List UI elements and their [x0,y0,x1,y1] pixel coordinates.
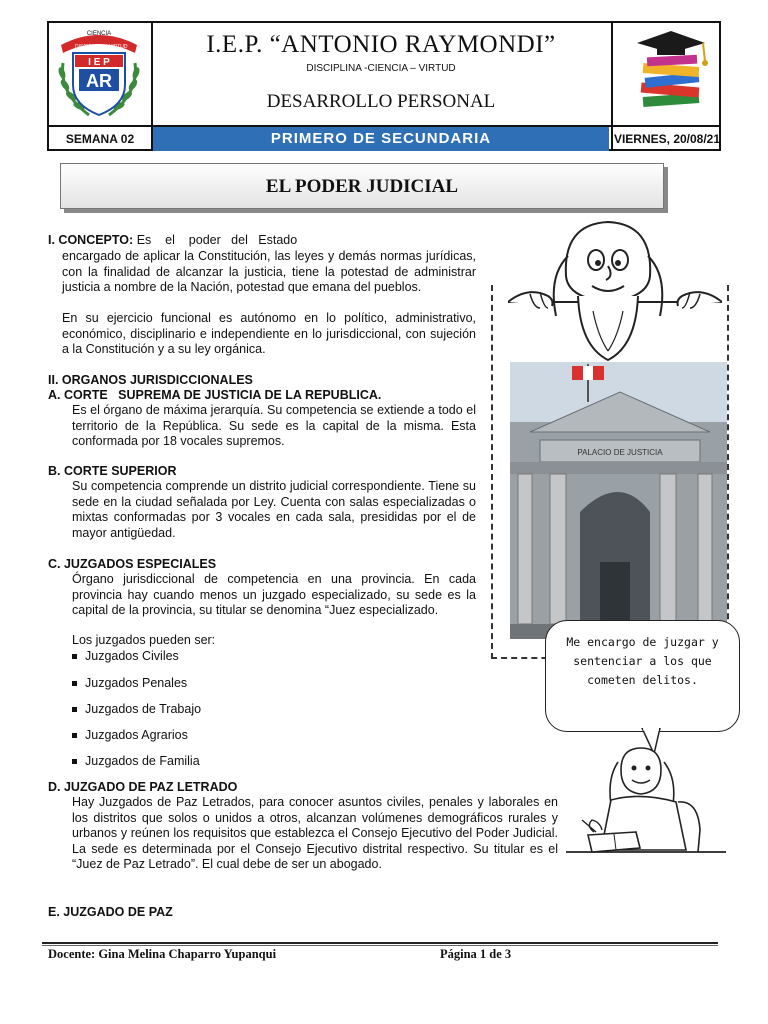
concept-heading: I. CONCEPTO: [48,233,134,247]
section2-heading: II. ORGANOS JURISDICCIONALES [48,373,253,387]
logo-arc-text: CIENCIA [86,31,112,37]
section-a-text: Es el órgano de máxima jerarquía. Su competencia se extiende a todo el territorio de la República. Su sede es la capital de la misma. Esta conformada por 18 vocales supremos. [72,403,476,448]
header-books-image [611,23,721,125]
palace-of-justice-building-icon [510,362,727,639]
header-center [151,23,611,125]
subject-name: DESARROLLO PERSONAL [266,91,496,112]
page-title: EL PODER JUDICIAL [265,176,459,197]
week-label: SEMANA 02 [49,127,153,151]
logo-left-text: DISCIPLINA [75,44,103,50]
section-e-heading: E. JUZGADO DE PAZ [48,905,173,919]
judge-peeking-over-wall-icon [508,216,722,362]
school-crest-icon [49,23,149,123]
section-c-heading: C. JUZGADOS ESPECIALES [48,557,217,571]
list-item: Juzgados Penales [72,676,187,690]
list-item: Juzgados de Trabajo [72,702,201,716]
concept-first-line [48,233,368,249]
speech-bubble-text: Me encargo de juzgar y sentenciar a los que cometen delitos. [566,635,719,687]
date-label: VIERNES, 20/08/21 [611,127,721,151]
footer-page-number: Página 1 de 3 [440,947,512,961]
judge-writing-at-desk-icon [566,740,726,868]
grade-label: PRIMERO DE SECUNDARIA [153,127,609,151]
list-item: Juzgados de Familia [72,754,200,768]
footer-teacher: Docente: Gina Melina Chaparro Yupanqui [48,947,277,961]
school-logo [49,23,153,125]
school-motto: DISCIPLINA -CIENCIA – VIRTUD [306,63,456,74]
institution-name: I.E.P. “ANTONIO RAYMONDI” [206,31,556,58]
photo-sign-text: PALACIO DE JUSTICIA [577,448,663,457]
concept-line1: Es el poder del Estado [136,233,298,247]
section-b-text: Su competencia comprende un distrito judicial correspondiente. Tiene su sede en la ciudad señalada por Ley. Cuenta con salas especializadas o mixtas conformadas por 3 vocales en cada sala, presididas por el de mayor antigüedad. [72,479,476,540]
section-b-heading: B. CORTE SUPERIOR [48,464,177,478]
concept-paragraph-2: En su ejercicio funcional es autónomo en lo político, administrativo, económico, disciplinario e independiente en lo jurisdiccional, con sujeción a la Constitución y a su ley orgánica. [62,311,476,356]
section-d-text: Hay Juzgados de Paz Letrados, para conocer asuntos civiles, penales y laborales en los distritos que solos o unidos a otros, alcanzan volúmenes demográficos rurales y urbanos y reúnen los requisitos que establezca el Consejo Ejecutivo del Poder Judicial. La sede es determinada por el Consejo Ejecutivo distrital respectivo. Su titular es el “Juez de Paz Letrado”. El cual debe de ser un abogado. [72,795,558,871]
logo-letters-top: I E P [88,57,110,68]
list-item: Juzgados Civiles [72,649,179,663]
logo-right-text: VIRTUD [109,44,128,50]
concept-paragraph-1: encargado de aplicar la Constitución, las leyes y demás normas jurídicas, con la finalidad de alcanzar la justicia, tiene la potestad de administrar justicia a nombre de la Nación, potestad que emana del pueblos. [62,249,476,294]
section-a-heading: A. CORTE SUPREMA DE JUSTICIA DE LA REPUBLICA. [48,388,382,402]
books-graduation-cap-icon [613,23,719,123]
list-item: Juzgados Agrarios [72,728,188,742]
footer-rule-thin [42,945,718,946]
section-d-heading: D. JUZGADO DE PAZ LETRADO [48,780,238,794]
title-box [60,163,664,209]
header-table [47,21,721,151]
header-info-row [49,125,719,151]
section-c-text: Órgano jurisdiccional de competencia en una provincia. En cada provincia hay cuando menos un juzgado especializado, su sede es la capital de la provincia, su titular se denomina “Juez especializado. [72,572,476,617]
palacio-de-justicia-photo [510,362,727,639]
section-c-list-intro: Los juzgados pueden ser: [72,633,216,647]
speech-bubble [545,620,740,732]
footer-rule [42,942,718,944]
logo-letters-main: AR [86,71,112,91]
